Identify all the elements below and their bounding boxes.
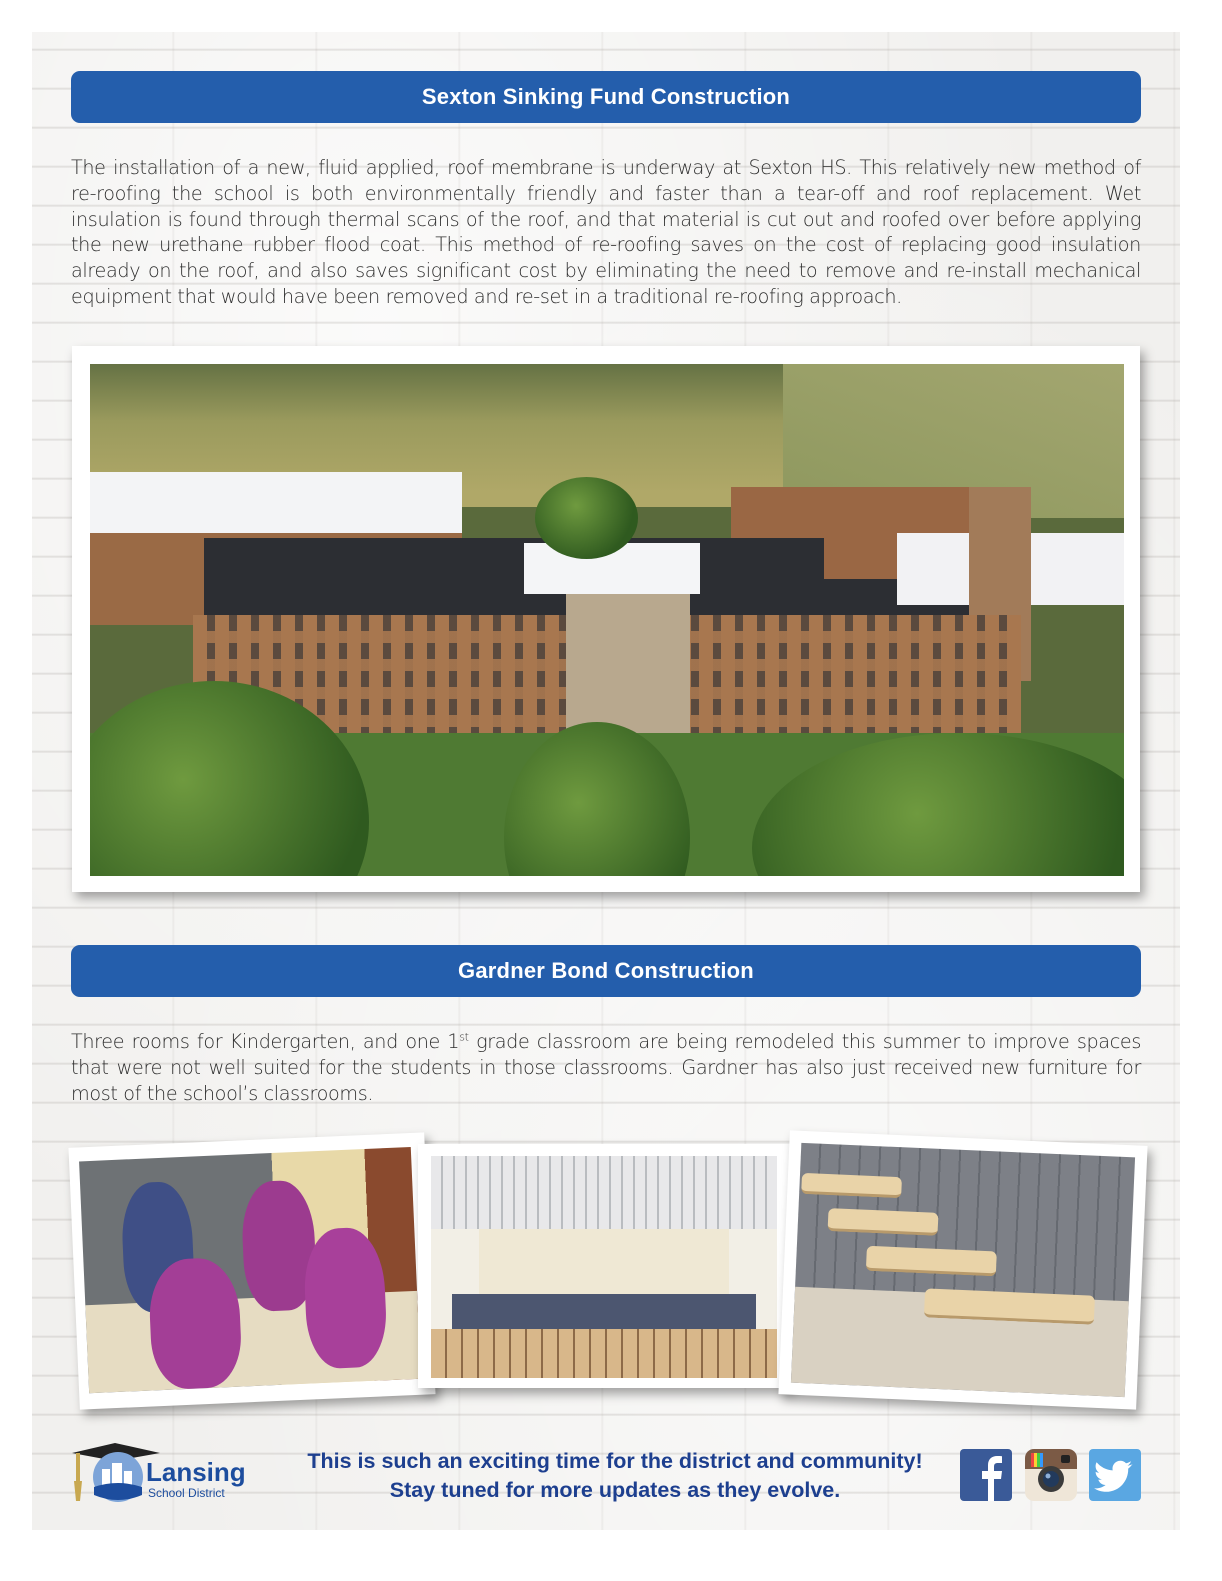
aerial-image (90, 364, 1124, 876)
footer-message: This is such an exciting time for the district and community! Stay tuned for more updates as they evolve. (307, 1449, 923, 1502)
facebook-icon[interactable] (960, 1449, 1012, 1501)
desks-photo (778, 1130, 1147, 1409)
section-title: Gardner Bond Construction (458, 958, 754, 983)
classroom-photo (418, 1144, 790, 1388)
section-title: Sexton Sinking Fund Construction (421, 84, 791, 109)
gardner-paragraph: Three rooms for Kindergarten, and one 1st grade classroom are being remodeled this summer to improve spaces that were not well suited for the students in those classrooms. Gardner has also just received new furniture for most of the school’s classrooms. (71, 1030, 1142, 1105)
twitter-icon[interactable] (1089, 1449, 1141, 1501)
instagram-icon[interactable] (1025, 1449, 1077, 1501)
chairs-photo (68, 1132, 435, 1409)
svg-text:School District: School District (148, 1486, 225, 1500)
section-header-gardner (71, 945, 1141, 997)
svg-text:Lansing: Lansing (146, 1457, 246, 1487)
graduation-cap-icon (70, 1441, 255, 1506)
section-header-sexton (71, 71, 1141, 123)
sexton-aerial-photo (72, 346, 1140, 892)
lansing-logo (70, 1441, 255, 1506)
sexton-paragraph: The installation of a new, fluid applied, roof membrane is underway at Sexton HS. This relatively new method of re-roofing the school is both environmentally friendly and faster than a tear-off and roof replacement. Wet insulation is found through thermal scans of the roof, and that material is cut out and roofed over before applying the new urethane rubber flood coat. This method of re-roofing saves on the cost of replacing good insulation already on the roof, and also saves significant cost by eliminating the need to remove and re-install mechanical equipment that would have been removed and re-set in a traditional re-roofing approach. (71, 156, 1141, 308)
